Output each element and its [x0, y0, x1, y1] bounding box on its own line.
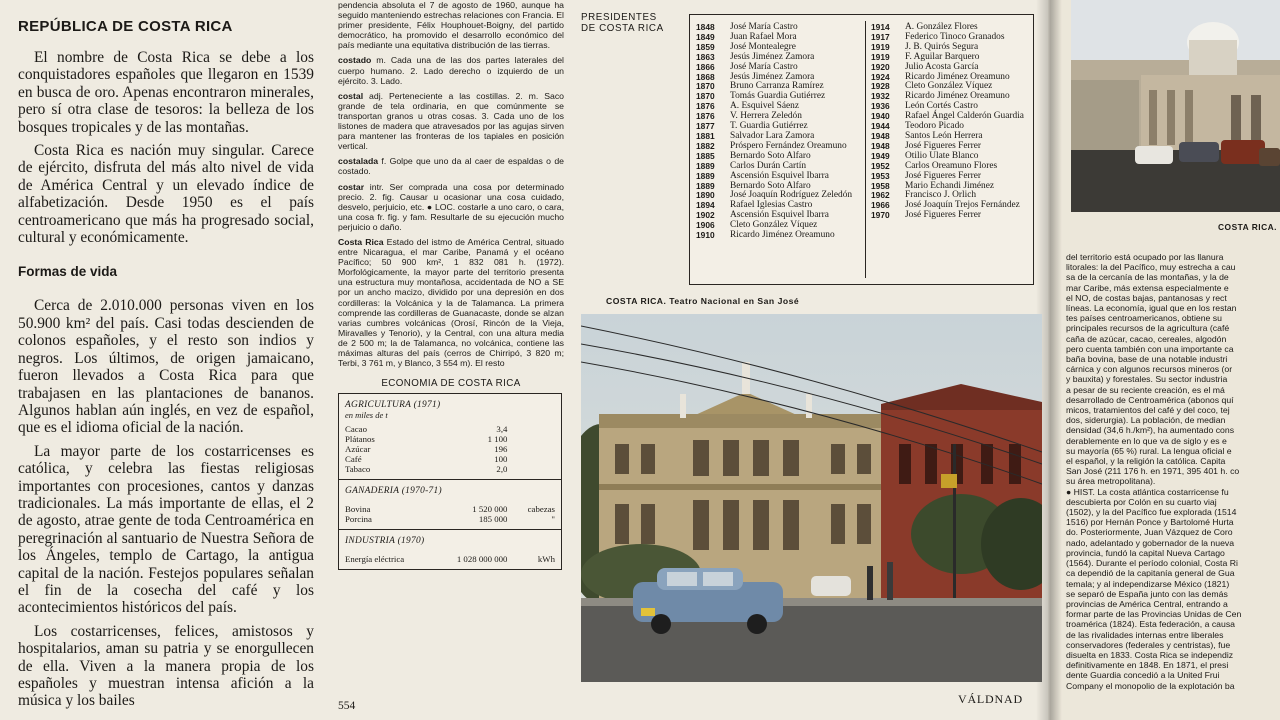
dictionary-entry: [338, 237, 564, 368]
dictionary-entry: [338, 0, 564, 50]
article-paragraph: La mayor parte de los costarricenses es católica, y celebra las fiestas religiosas importantes con procesiones, cantos y danzas tradicionales. La más importante de ellas, el 2 de agosto, atrae gente de toda Centroamérica en peregrinación al santuario de Nuestra Señora de los Ángeles, templo de Cartago, la antigua capital de la nación. Festejos populares señalan el fin de la cosecha del café y los acontecimientos históricos del país.: [18, 442, 314, 617]
president-year: 1889: [696, 160, 715, 171]
president-year: 1952: [871, 160, 890, 171]
right-text-line: de las rivalidades internas entre liberales: [1066, 629, 1224, 640]
president-row: [871, 172, 1031, 182]
president-name: Ricardo Jiménez Oreamuno: [905, 71, 1010, 82]
president-year: 1949: [871, 150, 890, 161]
economy-row: [345, 554, 555, 564]
economy-label: Cacao: [345, 424, 367, 435]
dictionary-headword: costal: [338, 90, 364, 101]
right-text-line: provincia, fundó la capital Nueva Cartago: [1066, 547, 1225, 558]
president-name: José Figueres Ferrer: [905, 140, 982, 151]
right-text-line: caña de azúcar, cacao, cereales, algodón: [1066, 333, 1227, 344]
right-text-line: del territorio está ocupado por las llanura: [1066, 252, 1224, 262]
right-text-line: a pesar de su reciente creación, es el má: [1066, 384, 1225, 395]
economy-label: Bovina: [345, 504, 371, 515]
economy-unit: [507, 434, 555, 444]
economy-value: 1 100: [487, 434, 508, 445]
president-year: 1863: [696, 51, 715, 62]
right-text-line: tes países centroamericanos, obtiene su: [1066, 313, 1222, 324]
president-name: José Joaquín Rodríguez Zeledón: [730, 190, 853, 201]
dictionary-definition: intr. Ser comprada una cosa por determinado precio. 2. fig. Causar u ocasionar una cosa cuidado, desvelo, perjuicio, etc. ● LOC. costarle a uno caro, o cara, una cosa fr. fig. y fam. Resultarle de su ejecución mucho perjuicio o daño.: [338, 181, 564, 232]
economy-unit: [507, 424, 555, 434]
president-name: A. Esquivel Sáenz: [730, 101, 799, 112]
president-name: José Figueres Ferrer: [905, 170, 982, 181]
president-name: Ricardo Jiménez Oreamuno: [730, 230, 835, 241]
column-divider: [865, 21, 866, 278]
president-year: 1962: [871, 190, 890, 201]
article-paragraph: Los costarricenses, felices, amistosos y hospitalarios, aman su patria y se enorgullecen de ella. Viven a la manera propia de los españoles y muestran intensa afición a la música y los bailes: [18, 622, 314, 710]
economy-value: 196: [494, 444, 508, 455]
article-paragraph: Costa Rica es nación muy singular. Carece de ejército, disfruta del más alto nivel de vida de América Central y un elevado índice de alfabetización. Desde 1950 es el país centroamericano que más ha progresado social, cultural y económicamente.: [18, 142, 314, 247]
economy-section-unit: en miles de t: [345, 410, 388, 421]
economy-unit: [507, 454, 555, 464]
right-text-column: [1066, 252, 1280, 691]
president-name: Rafael Iglesias Castro: [730, 200, 813, 211]
right-text-line: (1564). Durante el período colonial, Costa Ri: [1066, 558, 1238, 569]
economy-row: [345, 514, 555, 524]
dictionary-definition: adj. Perteneciente a las costillas. 2. m. Saco grande de tela ordinaria, en que comúnmente se transportan granos u otras cosas. 3. Cada uno de los listones de madera que atravesados por las agujas sirven para mantener las fronteras de los tapiales en posición vertical.: [338, 90, 564, 152]
economy-unit: ": [551, 514, 555, 525]
economy-value: 100: [494, 454, 508, 465]
economy-section: [339, 479, 561, 529]
dictionary-entry: [338, 156, 564, 176]
page-number: 554: [338, 700, 356, 712]
president-name: Ricardo Jiménez Oreamuno: [905, 91, 1010, 102]
economy-section-header: AGRICULTURA (1971): [345, 400, 441, 411]
president-name: Cleto González Víquez: [730, 220, 818, 231]
president-year: 1889: [696, 180, 715, 191]
right-text-line: mar Caribe, más extensa especialmente e: [1066, 282, 1229, 293]
president-name: Julio Acosta García: [905, 61, 979, 72]
right-text-line: dos, siderurgia). La población, de median: [1066, 415, 1226, 426]
president-year: 1944: [871, 121, 890, 132]
spacer: [345, 546, 555, 554]
right-text-line: 1516) por Hernán Ponce y Bartolomé Hurta: [1066, 517, 1234, 528]
article-paragraph: El nombre de Costa Rica se debe a los conquistadores españoles que llegaron en 1539 en busca de oro. Apenas encontraron minerales, pero sí otra clase de tesoros: la belleza de los bosques tropicales y de las montañas.: [18, 49, 314, 136]
economy-unit: cabezas: [527, 504, 555, 515]
president-name: Ascensión Esquivel Ibarra: [730, 210, 829, 221]
economy-section-header: INDUSTRIA (1970): [345, 536, 425, 547]
economy-title: ECONOMIA DE COSTA RICA: [381, 378, 521, 390]
president-name: Federico Tinoco Granados: [905, 31, 1005, 42]
right-text-line: ca dependió de la capitanía general de Gua: [1066, 568, 1235, 579]
president-year: 1890: [696, 190, 715, 201]
president-name: A. González Flores: [905, 22, 978, 32]
president-name: Rafael Ángel Calderón Guardia: [905, 111, 1024, 122]
economy-value: 3,4: [496, 424, 508, 435]
right-text-line: sa de la cercanía de las montañas, y la de: [1066, 272, 1229, 283]
teatro-nacional-photo: [581, 314, 1042, 682]
president-row: [871, 211, 1031, 221]
right-text-line: (1502), y la del Pacífico fue explorada (1514: [1066, 507, 1237, 518]
economy-label: Plátanos: [345, 434, 375, 445]
president-name: T. Guardia Gutiérrez: [730, 121, 808, 132]
president-name: Teodoro Picado: [905, 121, 964, 132]
president-year: 1920: [871, 61, 890, 72]
president-name: Carlos Oreamuno Flores: [905, 160, 998, 171]
president-name: León Cortés Castro: [905, 101, 978, 112]
photo-caption: COSTA RICA. Teatro Nacional en San José: [606, 296, 800, 306]
spacer: [345, 496, 555, 504]
right-text-line: desarrollado de Centroamérica (abonos quí: [1066, 394, 1234, 405]
economy-label: Café: [345, 454, 362, 465]
president-name: Bruno Carranza Ramírez: [730, 81, 824, 92]
president-year: 1868: [696, 71, 715, 82]
dictionary-headword: costalada: [338, 156, 379, 167]
dictionary-definition: f. Golpe que uno da al caer de espaldas o de costado.: [338, 156, 564, 177]
president-year: 1919: [871, 51, 890, 62]
right-text-line: cárnica y con algunos recursos mineros (or: [1066, 364, 1233, 375]
president-name: Santos León Herrera: [905, 130, 983, 141]
president-name: Próspero Fernández Oreamuno: [730, 140, 847, 151]
economy-value: 1 028 000 000: [456, 554, 508, 565]
right-text-line: densidad (34,6 h./km²), ha aumentado cons: [1066, 425, 1235, 436]
cathedral-photo: [1071, 0, 1280, 212]
president-year: 1970: [871, 210, 890, 221]
dictionary-headword: costado: [338, 55, 372, 66]
right-text-line: su área metropolitana).: [1066, 476, 1156, 487]
right-text-line: líneas. La economía, igual que en los restan: [1066, 303, 1237, 314]
economy-row: [345, 434, 555, 444]
presidents-title-line: PRESIDENTES: [581, 12, 657, 23]
president-year: 1948: [871, 130, 890, 141]
right-text-line: micos, tratamientos del café y del coco, tej: [1066, 405, 1230, 416]
presidents-title-line: DE COSTA RICA: [581, 23, 664, 34]
right-text-line: el NO, de costas bajas, pantanosas y rect: [1066, 292, 1227, 303]
president-year: 1917: [871, 31, 890, 42]
president-year: 1876: [696, 111, 715, 122]
president-row: [696, 231, 860, 241]
president-year: 1882: [696, 140, 715, 151]
right-text-line: provincias de América Central, entrando a: [1066, 598, 1228, 609]
president-year: 1928: [871, 81, 890, 92]
president-year: 1866: [696, 61, 715, 72]
economy-label: Tabaco: [345, 464, 371, 475]
president-year: 1919: [871, 41, 890, 52]
president-name: Jesús Jiménez Zamora: [730, 51, 815, 62]
article-paragraph: Cerca de 2.010.000 personas viven en los 50.900 km² del país. Casi todas descienden de colonos españoles, y el resto son indios y negros. Los últimos, de origen jamaicano, fueron llevados a Costa Rica para que trabajasen en las plantaciones de bananos. Algunos hablan aún inglés, en vez de español, que es el idioma oficial de la nación.: [18, 297, 314, 437]
right-text-line: baña bovina, base de una notable industri: [1066, 354, 1228, 365]
economy-row: [345, 464, 555, 474]
economy-table: [338, 393, 562, 570]
dictionary-definition: Estado del istmo de América Central, situado entre Nicaragua, el mar Caribe, Panamá y el océano Pacífico; 50 900 km², 1 832 081 h. (1972). Morfológicamente, la mayor parte del territorio presenta una estructura muy montañosa, accidentada de NO a SE por un ancho macizo, dividido por una depresión en dos cordilleras: la Volcánica y la de Talamanca. La primera comprende las cordilleras de Guanacaste, donde se alzan varias cumbres volcánicas (Orosí, Rincón de la Vieja, Miravalles y Tenorio), y la Central, con una altura media de 2 500 m; la de Talamanca, no volcánica, contiene las máximas alturas del país (cerros de Chirripó, 3 820 m; Terbi, 3 761 m, y Blanco, 3 554 m). El resto: [338, 236, 564, 369]
right-text-line: troamérica (1824). Esta federación, a causa: [1066, 619, 1236, 630]
economy-label: Energía eléctrica: [345, 554, 405, 565]
main-article: [18, 18, 314, 716]
president-name: José María Castro: [730, 61, 798, 72]
article-title: REPÚBLICA DE COSTA RICA: [18, 18, 233, 35]
president-year: 1914: [871, 22, 890, 32]
president-year: 1958: [871, 180, 890, 191]
right-text-line: principales recursos de la agricultura (café: [1066, 323, 1230, 334]
president-name: Cleto González Víquez: [905, 81, 993, 92]
economy-row: [345, 424, 555, 434]
presidents-title: [581, 12, 664, 34]
president-name: Mario Echandi Jiménez: [905, 180, 995, 191]
economy-row: [345, 504, 555, 514]
president-year: 1877: [696, 121, 715, 132]
economy-label: Azúcar: [345, 444, 371, 455]
president-name: Bernardo Soto Alfaro: [730, 180, 811, 191]
economy-unit: [507, 464, 555, 474]
president-year: 1894: [696, 200, 715, 211]
right-text-line: el español, y la religión la católica. Capita: [1066, 456, 1226, 467]
president-name: José Montealegre: [730, 41, 796, 52]
president-name: J. B. Quirós Segura: [905, 41, 979, 52]
president-year: 1910: [696, 230, 715, 241]
right-text-line: San José (211 176 h. en 1971, 395 401 h. co: [1066, 466, 1240, 477]
dictionary-entry: [338, 182, 564, 232]
economy-section-header: GANADERIA (1970-71): [345, 486, 442, 497]
president-year: 1953: [871, 170, 890, 181]
president-name: Bernardo Soto Alfaro: [730, 150, 811, 161]
president-year: 1932: [871, 91, 890, 102]
economy-section: [339, 529, 561, 569]
president-name: Tomás Guardia Gutiérrez: [730, 91, 826, 102]
section-heading: Formas de vida: [18, 264, 118, 280]
president-year: 1848: [696, 22, 715, 32]
president-year: 1870: [696, 91, 715, 102]
right-photo-caption: COSTA RICA.: [1218, 222, 1278, 232]
president-year: 1881: [696, 130, 715, 141]
president-year: 1885: [696, 150, 715, 161]
president-name: José María Castro: [730, 22, 798, 32]
right-text-line: pero cuenta también con una importante ca: [1066, 343, 1234, 354]
economy-section: [339, 394, 561, 479]
president-row: [696, 172, 860, 182]
president-year: 1940: [871, 111, 890, 122]
president-year: 1948: [871, 140, 890, 151]
president-year: 1849: [696, 31, 715, 42]
dictionary-entry: [338, 91, 564, 152]
economy-label: Porcina: [345, 514, 372, 525]
right-text-line: formar parte de las Provincias Unidas de Cen: [1066, 609, 1242, 620]
photo-credit: VÁLDNAD: [958, 692, 1023, 706]
right-text-line: definitivamente en 1848. En 1871, el presi: [1066, 660, 1229, 671]
president-name: Salvador Lara Zamora: [730, 130, 815, 141]
right-text-line: dente Guardia concedió a la United Frui: [1066, 670, 1220, 681]
economy-value: 185 000: [478, 514, 508, 525]
president-year: 1936: [871, 101, 890, 112]
president-name: Otilio Ulate Blanco: [905, 150, 979, 161]
president-year: 1924: [871, 71, 890, 82]
economy-unit: [507, 444, 555, 454]
right-text-line: ● HIST. La costa atlántica costarricense fu: [1066, 486, 1229, 497]
president-name: Ascensión Esquivel Ibarra: [730, 170, 829, 181]
right-text-line: se separó de España junto con las demás: [1066, 588, 1228, 599]
president-year: 1870: [696, 81, 715, 92]
economy-unit: kWh: [537, 554, 555, 565]
right-text-line: descubierta por Colón en su cuarto viaj: [1066, 496, 1217, 507]
president-name: José Figueres Ferrer: [905, 210, 982, 221]
president-name: José Joaquín Trejos Fernández: [905, 200, 1020, 211]
dictionary-definition: pendencia absoluta el 7 de agosto de 1960, aunque ha seguido manteniendo estrechas relaciones con Francia. El primer presidente, Félix Houphouet-Boigny, del partido democrático, ha promovido el desarrollo económico del país mediante una equitativa distribución de las tierras.: [338, 0, 564, 51]
right-text-line: nado, adelantado y gobernador de la nueva: [1066, 537, 1235, 548]
president-year: 1966: [871, 200, 890, 211]
economy-value: 2,0: [496, 464, 508, 475]
right-page: [1048, 0, 1280, 720]
president-name: F. Aguilar Barquero: [905, 51, 980, 62]
president-name: Carlos Durán Cartín: [730, 160, 807, 171]
economy-row: [345, 444, 555, 454]
dictionary-entry: [338, 55, 564, 85]
president-name: Juan Rafael Mora: [730, 31, 797, 42]
right-text-line: disuelta en 1833. Costa Rica se independiz: [1066, 649, 1234, 660]
dictionary-definition: m. Cada una de las dos partes laterales del cuerpo humano. 2. Lado derecho o izquierdo de un ejército. 3. Lado.: [338, 55, 564, 86]
president-year: 1876: [696, 101, 715, 112]
president-year: 1859: [696, 41, 715, 52]
presidents-table: [689, 14, 1034, 285]
right-text-line: derablemente en lo que va de siglo y es e: [1066, 435, 1227, 446]
dictionary-column: [338, 0, 564, 570]
president-name: V. Herrera Zeledón: [730, 111, 802, 122]
dictionary-headword: Costa Rica: [338, 236, 384, 247]
right-text-line: conservadores (federales y centristas), fue: [1066, 639, 1231, 650]
right-text-line: do. Posteriormente, Juan Vázquez de Coro: [1066, 527, 1233, 538]
president-year: 1902: [696, 210, 715, 221]
economy-row: [345, 454, 555, 464]
president-name: Francisco J. Orlich: [905, 190, 977, 201]
right-text-line: Company el monopolio de la explotación ba: [1066, 680, 1235, 691]
economy-value: 1 520 000: [472, 504, 508, 515]
right-text-line: litorales: la del Pacífico, muy estrecha a cau: [1066, 262, 1236, 273]
right-text-line: temala; y al independizarse México (1821): [1066, 578, 1230, 589]
right-text-line: y bauxita) y forestales. Su sector industria: [1066, 374, 1228, 385]
president-year: 1889: [696, 170, 715, 181]
dictionary-headword: costar: [338, 181, 365, 192]
president-year: 1906: [696, 220, 715, 231]
right-text-line: su mayoría (65 %) rural. La lengua oficial e: [1066, 445, 1232, 456]
president-name: Jesús Jiménez Zamora: [730, 71, 815, 82]
